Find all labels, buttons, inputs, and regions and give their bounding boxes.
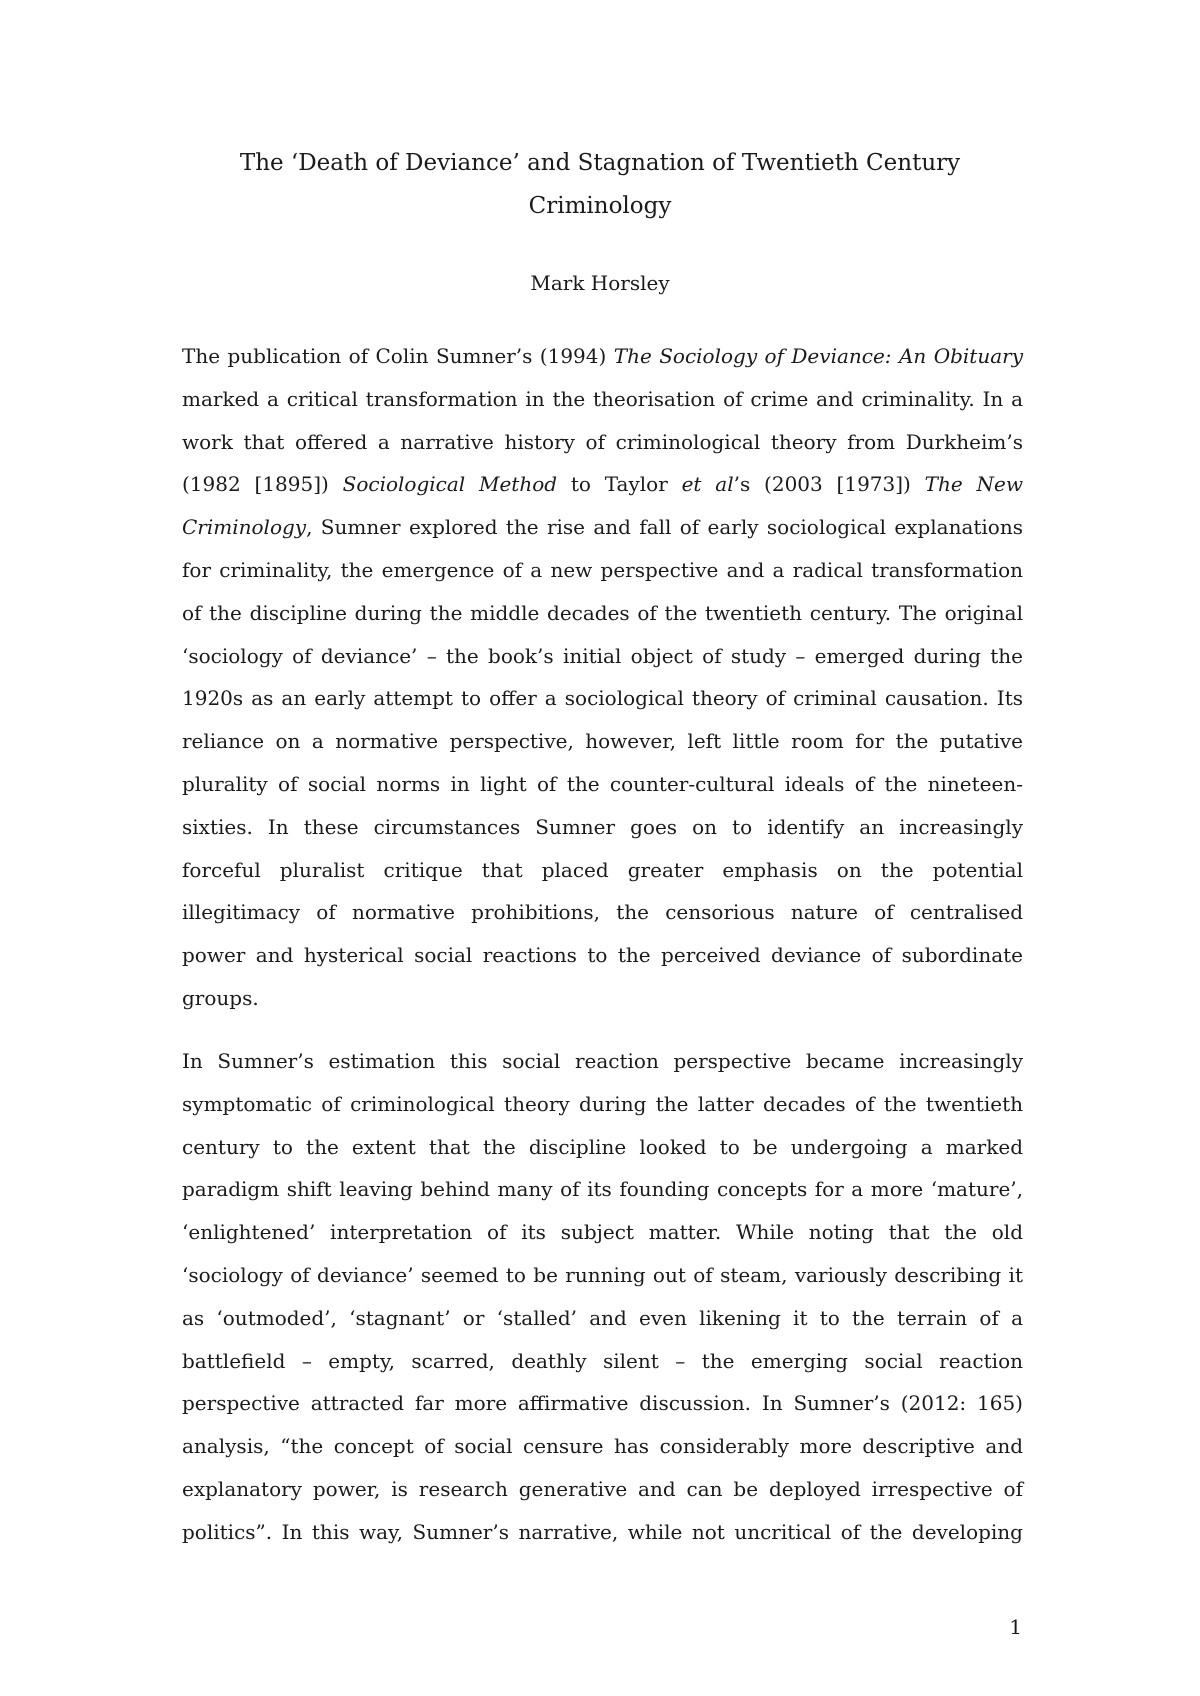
text-line: sixties. In these circumstances Sumner goes on to identify an increasingly (182, 814, 1023, 839)
text-line: forceful pluralist critique that placed greater emphasis on the potential (182, 857, 1023, 882)
text-line: paradigm shift leaving behind many of its founding concepts for a more ‘mature’, (182, 1177, 1023, 1202)
text-line: reliance on a normative perspective, however, left little room for the putative (182, 729, 1023, 754)
text-run: The publication of Colin Sumner’s (1994) (182, 344, 614, 368)
book-title-sociology-of-deviance: The Sociology of Deviance: An Obituary (613, 344, 1024, 368)
text-line: symptomatic of criminological theory during the latter decades of the twentieth (182, 1091, 1023, 1116)
title-line-1: The ‘Death of Deviance’ and Stagnation of Twentieth Century (239, 150, 961, 176)
text-line: of the discipline during the middle decades of the twentieth century. The original (182, 600, 1023, 625)
text-line (182, 463, 1023, 506)
text-line: politics”. In this way, Sumner’s narrative, while not uncritical of the developing (182, 1519, 1023, 1544)
text-line: groups. (182, 985, 259, 1010)
paragraph-1 (182, 335, 1023, 1020)
text-line: ‘sociology of deviance’ – the book’s initial object of study – emerged during the (182, 643, 1023, 668)
text-line: analysis, “the concept of social censure has considerably more descriptive and (182, 1434, 1023, 1459)
text-line: ‘sociology of deviance’ seemed to be running out of steam, variously describing it (182, 1262, 1023, 1287)
text-line: ‘enlightened’ interpretation of its subject matter. While noting that the old (182, 1220, 1023, 1245)
text-run: ’s (2003 [1973]) (733, 472, 925, 497)
text-line: illegitimacy of normative prohibitions, the censorious nature of centralised (182, 900, 1023, 925)
et-al: et al (681, 472, 734, 497)
text-line: plurality of social norms in light of the counter-cultural ideals of the nineteen- (182, 771, 1023, 796)
book-title-new-criminology: The New (924, 472, 1023, 497)
text-run: , Sumner explored the rise and fall of early sociological explanations (306, 515, 1023, 540)
document-title (150, 142, 1050, 228)
text-line: work that offered a narrative history of criminological theory from Durkheim’s (182, 429, 1023, 454)
text-line: power and hysterical social reactions to the perceived deviance of subordinate (182, 943, 1023, 968)
text-run: to Taylor (557, 472, 682, 497)
text-line: for criminality, the emergence of a new perspective and a radical transformation (182, 557, 1023, 582)
text-line: marked a critical transformation in the theorisation of crime and criminality. In a (182, 386, 1023, 411)
book-title-new-criminology-cont: Criminology (182, 515, 307, 540)
paragraph-2 (182, 1040, 1023, 1554)
text-line: perspective attracted far more affirmative discussion. In Sumner’s (2012: 165) (182, 1391, 1023, 1416)
author-name: Mark Horsley (530, 271, 670, 295)
text-line: century to the extent that the discipline looked to be undergoing a marked (182, 1134, 1023, 1159)
text-line (182, 506, 1023, 549)
text-run: (1982 [1895]) (182, 472, 343, 497)
text-line: 1920s as an early attempt to offer a sociological theory of criminal causation. Its (182, 686, 1023, 711)
page-number: 1 (1009, 1615, 1022, 1639)
title-line-2: Criminology (528, 193, 672, 219)
book-title-sociological-method: Sociological Method (342, 472, 558, 497)
text-line: explanatory power, is research generative and can be deployed irrespective of (182, 1476, 1023, 1501)
text-line: battlefield – empty, scarred, deathly silent – the emerging social reaction (182, 1348, 1023, 1373)
text-line: as ‘outmoded’, ‘stagnant’ or ‘stalled’ and even likening it to the terrain of a (182, 1305, 1023, 1330)
text-line: In Sumner’s estimation this social reaction perspective became increasingly (182, 1049, 1023, 1073)
text-line (182, 335, 1023, 378)
